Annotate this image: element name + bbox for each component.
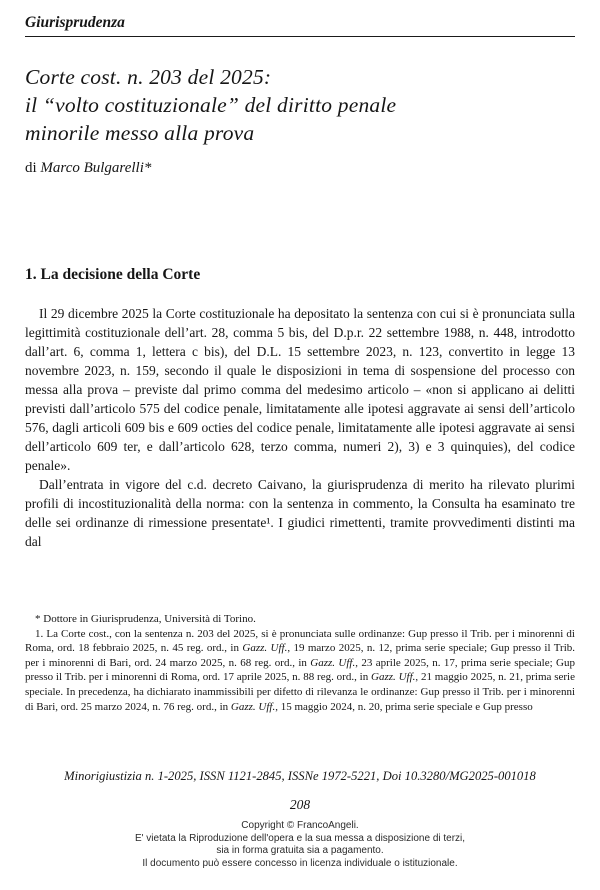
copyright-line: Copyright © FrancoAngeli.: [241, 820, 359, 831]
article-body: [25, 304, 575, 551]
body-paragraph: Il 29 dicembre 2025 la Corte costituzionale ha depositato la sentenza con cui si è pronunciata sulla legittimità costituzionale dell’art. 28, comma 5 bis, del D.p.r. 22 settembre 1988, n. 448, introdotto dall’art. 6, comma 1, lettera c bis), del D.L. 15 settembre 2023, n. 123, convertito in legge 13 novembre 2023, n. 159, secondo il quale le disposizioni in tema di sospensione del processo con messa alla prova – previste dal primo comma del medesimo articolo – «non si applicano ai delitti previsti dall’articolo 575 del codice penale, limitatamente alle ipotesi aggravate ai sensi dell’articolo 576, dagli articoli 609 bis e 609 octies del codice penale, limitatamente alle ipotesi aggravate ai sensi dell’articolo 609 ter, e dall’articolo 628, terzo comma, numeri 2), 3) e 3 quinquies), del codice penale».: [25, 306, 575, 473]
footnotes-block: [25, 612, 575, 714]
running-head-section-label: Giurisprudenza: [25, 14, 575, 37]
copyright-line: Il documento può essere concesso in licenza individuale o istituzionale.: [142, 857, 458, 869]
byline-prefix: di: [25, 160, 41, 176]
copyright-line: sia in forma gratuita sia a pagamento.: [216, 845, 384, 856]
article-title-line: minorile messo alla prova: [25, 121, 255, 145]
author-name: Marco Bulgarelli*: [40, 160, 152, 176]
article-title: [25, 63, 575, 147]
page-number: 208: [289, 797, 311, 812]
copyright-block: [0, 820, 600, 870]
copyright-line: E' vietata la Riproduzione dell'opera e la sua messa a disposizione di terzi,: [134, 832, 466, 844]
section-heading: 1. La decisione della Corte: [25, 266, 201, 283]
body-paragraph: Dall’entrata in vigore del c.d. decreto Caivano, la giurisprudenza di merito ha rilevato plurimi profili di incostituzionalità della norma: con la sentenza in commento, la Consulta ha esaminato tre delle sei ordinanze di rimessione presentate¹. I giudici rimettenti, tramite provvedimenti distinti ma dal: [25, 477, 575, 549]
article-title-line: Corte cost. n. 203 del 2025:: [25, 65, 272, 89]
footnote-1: 1. La Corte cost., con la sentenza n. 203 del 2025, si è pronunciata sulle ordinanze: Gup presso il Trib. per i minorenni di Roma, ord. 18 febbraio 2025, n. 45 reg. ord., in Gazz. Uff., 19 marzo 2025, n. 12, prima serie speciale; Gup presso il Trib. per i minorenni di Bari, ord. 24 marzo 2025, n. 68 reg. ord., in Gazz. Uff., 23 aprile 2025, n. 17, prima serie speciale; Gup presso il Trib. per i minorenni di Roma, ord. 17 aprile 2025, n. 88 reg. ord., in Gazz. Uff., 21 maggio 2025, n. 21, prima serie speciale. In precedenza, ha dichiarato inammissibili per difetto di rilevanza le ordinanze: Gup presso il Trib. per i minorenni di Bari, ord. 25 marzo 2024, n. 76 reg. ord., in Gazz. Uff., 15 maggio 2024, n. 20, prima serie speciale e Gup presso: [25, 627, 576, 713]
footnote-star: * Dottore in Giurisprudenza, Università di Torino.: [35, 613, 256, 625]
journal-issue-line: Minorigiustizia n. 1-2025, ISSN 1121-2845, ISSNe 1972-5221, Doi 10.3280/MG2025-001018: [64, 769, 536, 783]
byline: [25, 159, 575, 177]
article-title-line: il “volto costituzionale” del diritto penale: [25, 93, 397, 117]
